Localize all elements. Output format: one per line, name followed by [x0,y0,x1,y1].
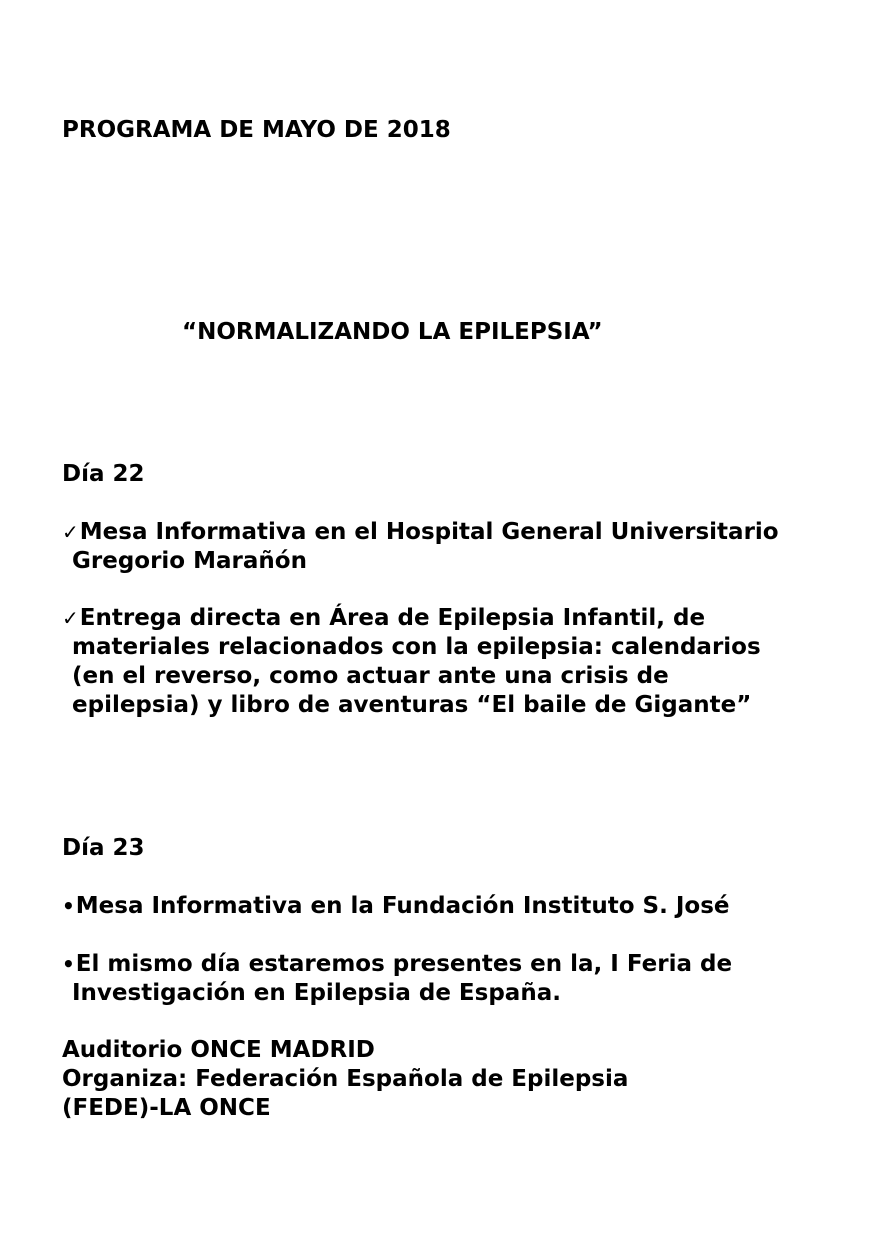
bullet-icon: • [62,894,75,918]
day-22-item-2-line-3: (en el reverso, como actuar ante una crisis de [72,663,669,689]
day-23-item-2-line-1: El mismo día estaremos presentes en la, I Feria de [75,951,733,977]
day-22-item-1-line-1: Mesa Informativa en el Hospital General Universitario [79,519,779,545]
day-22-item-1 [62,518,779,547]
day-23-heading: Día 23 [62,835,145,861]
venue: Auditorio ONCE MADRID [62,1037,375,1063]
day-22-item-1-line-2: Gregorio Marañón [72,548,307,574]
program-title: PROGRAMA DE MAYO DE 2018 [62,117,451,143]
day-23-item-1 [62,892,730,921]
day-23-item-2 [62,950,732,979]
day-23-item-1-line-1: Mesa Informativa en la Fundación Instituto S. José [75,893,730,919]
campaign-title: “NORMALIZANDO LA EPILEPSIA” [182,319,603,345]
bullet-icon: • [62,952,75,976]
checkmark-icon: ✓ [62,606,79,630]
organizer-line-1: Organiza: Federación Española de Epilepsia [62,1066,629,1092]
day-22-heading: Día 22 [62,461,145,487]
day-23-item-2-line-2: Investigación en Epilepsia de España. [72,980,561,1006]
day-22-item-2-line-1: Entrega directa en Área de Epilepsia Infantil, de [79,605,706,631]
checkmark-icon: ✓ [62,520,79,544]
day-22-item-2 [62,604,705,633]
day-22-item-2-line-2: materiales relacionados con la epilepsia: calendarios [72,634,761,660]
organizer-line-2: (FEDE)-LA ONCE [62,1095,271,1121]
day-22-item-2-line-4: epilepsia) y libro de aventuras “El baile de Gigante” [72,692,752,718]
